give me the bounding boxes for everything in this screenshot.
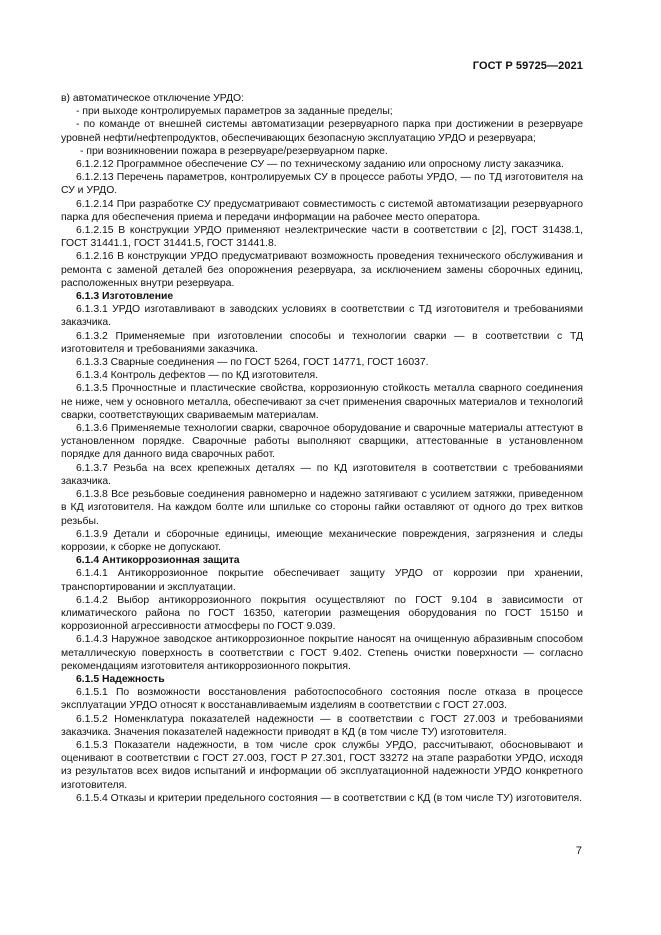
paragraph: 6.1.3.3 Сварные соединения — по ГОСТ 5264, ГОСТ 14771, ГОСТ 16037. (76, 357, 429, 369)
document-header: ГОСТ Р 59725—2021 (472, 60, 583, 72)
paragraph: 6.1.3.4 Контроль дефектов — по КД изготовителя. (76, 370, 318, 382)
paragraph: 6.1.3.1 УРДО изготавливают в заводских условиях в соответствии с ТД изготовителя и требованиями заказчика. (61, 304, 583, 329)
paragraph: 6.1.5.1 По возможности восстановления работоспособного состояния после отказа в процессе эксплуатации УРДО относят к восстанавливаемым изделиям в соответствии с ГОСТ 27.003. (61, 687, 583, 712)
paragraph: 6.1.3.8 Все резьбовые соединения равномерно и надежно затягивают с усилием затяжки, приведенном в КД изготовителя. На каждом болте или шпильке со стороны гайки оставляют от одного до трех витков резьбы. (61, 489, 583, 527)
paragraph: 6.1.3.5 Прочностные и пластические свойства, коррозионную стойкость металла сварного соединения не ниже, чем у основного металла, обеспечивают за счет применения сварочных материалов и технологий сварки, соответствующих свариваемым материалам. (61, 383, 583, 421)
paragraph: 6.1.3.6 Применяемые технологии сварки, сварочное оборудование и сварочные материалы аттестуют в установленном порядке. Сварочные работы выполняют сварщики, аттестованные в установленном порядке для данного вида сварочных работ. (61, 423, 583, 461)
section-heading: 6.1.4 Антикоррозионная защита (76, 555, 240, 567)
list-item: - при возникновении пожара в резервуаре/резервуарном парке. (80, 145, 388, 157)
list-item: - по команде от внешней системы автоматизации резервуарного парка при достижении в резервуаре уровней нефти/нефтепродуктов, обеспечивающих безопасную эксплуатацию УРДО и резервуара; (61, 119, 583, 144)
paragraph: 6.1.2.13 Перечень параметров, контролируемых СУ в процессе работы УРДО, — по ТД изготовителя на СУ и УРДО. (61, 172, 583, 197)
paragraph: 6.1.5.3 Показатели надежности, в том числе срок службы УРДО, рассчитывают, обосновывают и оценивают в соответствии с ГОСТ 27.003, ГОСТ Р 27.301, ГОСТ 33272 на этапе разработки УРДО, исходя из результатов всех видов испытаний и информации об эксплуатационной надежности УРДО конкретного изготовителя. (61, 739, 583, 791)
paragraph: 6.1.3.2 Применяемые при изготовлении способы и технологии сварки — в соответствии с ТД изготовителя и требованиями заказчика. (61, 330, 583, 355)
paragraph: 6.1.4.3 Наружное заводское антикоррозионное покрытие наносят на очищенную абразивным способом металлическую поверхность в соответствии с ГОСТ 9.402. Степень очистки поверхности — согласно рекомендациям изготовителя антикоррозионного покрытия. (61, 634, 583, 672)
paragraph: 6.1.5.4 Отказы и критерии предельного состояния — в соответствии с КД (в том числе ТУ) изготовителя. (76, 792, 583, 804)
page-number: 7 (575, 845, 582, 857)
paragraph: 6.1.5.2 Номенклатура показателей надежности — в соответствии с ГОСТ 27.003 и требованиями заказчика. Значения показателей надежности приводят в КД (в том числе ТУ) изготовителя. (61, 713, 583, 738)
paragraph: 6.1.2.12 Программное обеспечение СУ — по техническому заданию или опросному листу заказчика. (76, 159, 564, 171)
paragraph: 6.1.2.16 В конструкции УРДО предусматривают возможность проведения технического обслуживания и ремонта с заменой деталей без опорожнения резервуара, за исключением замены сборочных единиц, расположенных внутри резервуара. (61, 251, 583, 289)
paragraph: 6.1.4.2 Выбор антикоррозионного покрытия осуществляют по ГОСТ 9.104 в зависимости от климатического района по ГОСТ 16350, категории размещения оборудования по ГОСТ 15150 и коррозионной агрессивности атмосферы по ГОСТ 9.039. (61, 594, 583, 633)
list-item: - при выходе контролируемых параметров за заданные пределы; (76, 106, 393, 118)
paragraph: 6.1.4.1 Антикоррозионное покрытие обеспечивает защиту УРДО от коррозии при хранении, транспортировании и эксплуатации. (61, 568, 583, 593)
section-heading: 6.1.5 Надежность (76, 673, 165, 685)
paragraph: 6.1.3.9 Детали и сборочные единицы, имеющие механические повреждения, загрязнения и следы коррозии, к сборке не допускают. (61, 528, 583, 553)
paragraph: 6.1.3.7 Резьба на всех крепежных деталях — по КД изготовителя в соответствии с требованиями заказчика. (61, 462, 583, 487)
paragraph: 6.1.2.14 При разработке СУ предусматривают совместимость с системой автоматизации резервуарного парка для обеспечения приема и передачи информации на рабочее место оператора. (61, 198, 583, 223)
list-intro: в) автоматическое отключение УРДО: (61, 93, 244, 104)
document-body (61, 92, 583, 805)
section-heading: 6.1.3 Изготовление (76, 291, 174, 303)
paragraph: 6.1.2.15 В конструкции УРДО применяют неэлектрические части в соответствии с [2], ГОСТ 31438.1, ГОСТ 31441.1, ГОСТ 31441.5, ГОСТ 31441.8. (61, 225, 583, 250)
